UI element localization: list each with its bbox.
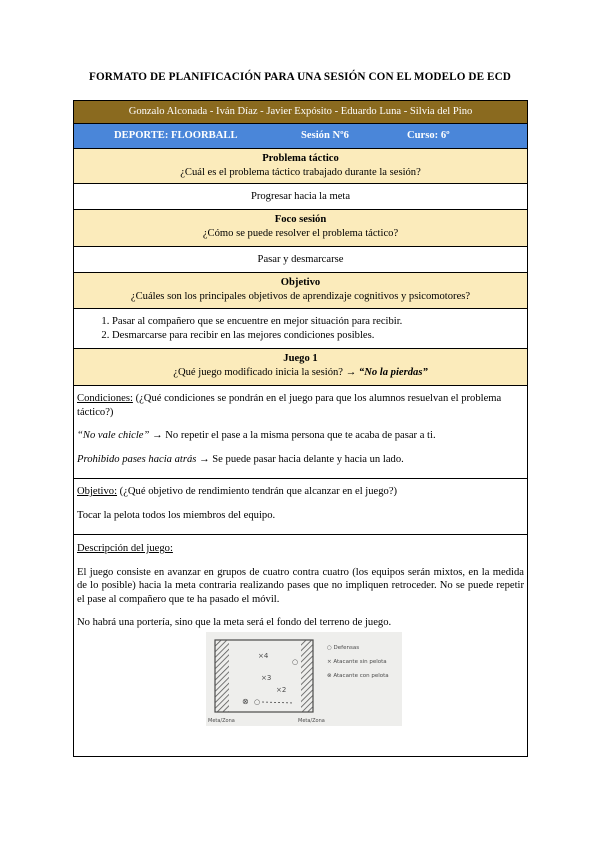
objective-list <box>74 309 527 349</box>
description-label: Descripción del juego: <box>77 543 173 554</box>
description-paragraph: No habrá una portería, sino que la meta será el fondo del terreno de juego. <box>77 617 392 628</box>
attacker-mark: ×3 <box>261 673 272 682</box>
objective-question: ¿Cuáles son los principales objetivos de aprendizaje cognitivos y psicomotores? <box>130 291 471 302</box>
field-drawing <box>206 632 402 726</box>
right-zone-label: Meta/Zona <box>298 717 325 724</box>
defender-mark: ○ <box>254 697 261 706</box>
goal-answer: Tocar la pelota todos los miembros del equipo. <box>77 509 276 521</box>
problem-header <box>74 149 527 184</box>
game-title: Juego 1 <box>283 353 318 364</box>
attacker-mark: ×2 <box>276 685 287 694</box>
rule-text: → No repetir el pase a la misma persona que te acaba de pasar a ti. <box>149 430 436 441</box>
description-paragraph: El juego consiste en avanzar en grupos de cuatro contra cuatro (los equipos serán mixtos, en la medida de lo posible) hacia la meta contraria realizando pases que no impliquen retroceder. No se puede repetir el pase al compañero que te ha pasado el móvil. <box>77 566 524 605</box>
goal-label: Objetivo: <box>77 486 118 497</box>
legend-defenders: ○ Defensas <box>327 644 360 651</box>
objective-item: 2. Desmarcarse para recibir en las mejores condiciones posibles. <box>112 329 519 343</box>
session-plan-table <box>73 100 528 757</box>
objective-title: Objetivo <box>280 277 321 288</box>
ball-carrier-mark: ⊗ <box>242 696 249 706</box>
game-field-sketch <box>206 632 402 726</box>
sketch-area <box>77 630 524 730</box>
game-question: ¿Qué juego modificado inicia la sesión? → <box>173 367 357 378</box>
conditions-label: Condiciones: <box>77 393 133 404</box>
focus-header <box>74 210 527 247</box>
focus-answer: Pasar y desmarcarse <box>74 247 527 273</box>
session-number: Sesión Nº6 <box>301 130 349 141</box>
problem-answer: Progresar hacia la meta <box>74 184 527 210</box>
course-label: Curso: 6º <box>407 130 450 141</box>
right-goal-zone <box>301 640 313 712</box>
defender-mark: ○ <box>292 657 299 666</box>
document-title: FORMATO DE PLANIFICACIÓN PARA UNA SESIÓN CON EL MODELO DE ECD <box>89 71 511 83</box>
session-info-row <box>74 124 527 149</box>
attacker-mark: ×4 <box>258 651 269 660</box>
authors-row: Gonzalo Alconada - Iván Díaz - Javier Expósito - Eduardo Luna - Silvia del Pino <box>74 101 527 124</box>
sport-label: DEPORTE: FLOORBALL <box>114 130 238 141</box>
conditions-question: (¿Qué condiciones se pondrán en el juego para que los alumnos resuelvan el problema táctico?) <box>77 393 502 418</box>
focus-question: ¿Cómo se puede resolver el problema táctico? <box>202 228 399 239</box>
conditions-cell <box>74 386 527 479</box>
left-goal-zone <box>215 640 229 712</box>
description-cell <box>74 535 527 757</box>
legend-attacker: × Atacante sin pelota <box>327 658 387 665</box>
rule-name: Prohibido pases hacia atrás <box>77 453 197 465</box>
game-header <box>74 349 527 386</box>
rule-text: → Se puede pasar hacia delante y hacia un lado. <box>196 453 404 465</box>
objective-header <box>74 273 527 309</box>
game-name: “No la pierdas” <box>358 367 428 378</box>
pass-line <box>262 702 294 703</box>
game-question-line <box>74 366 527 380</box>
focus-title: Foco sesión <box>274 214 327 225</box>
goal-cell <box>74 479 527 535</box>
problem-title: Problema táctico <box>262 153 339 164</box>
problem-question: ¿Cuál es el problema táctico trabajado durante la sesión? <box>180 167 421 178</box>
objective-item: 1. Pasar al compañero que se encuentre en mejor situación para recibir. <box>112 315 519 329</box>
rule-name: “No vale chicle” <box>77 430 150 441</box>
left-zone-label: Meta/Zona <box>208 717 235 724</box>
goal-question: (¿Qué objetivo de rendimiento tendrán que alcanzar en el juego?) <box>117 486 398 497</box>
legend-ball-carrier: ⊗ Atacante con pelota <box>327 672 389 679</box>
